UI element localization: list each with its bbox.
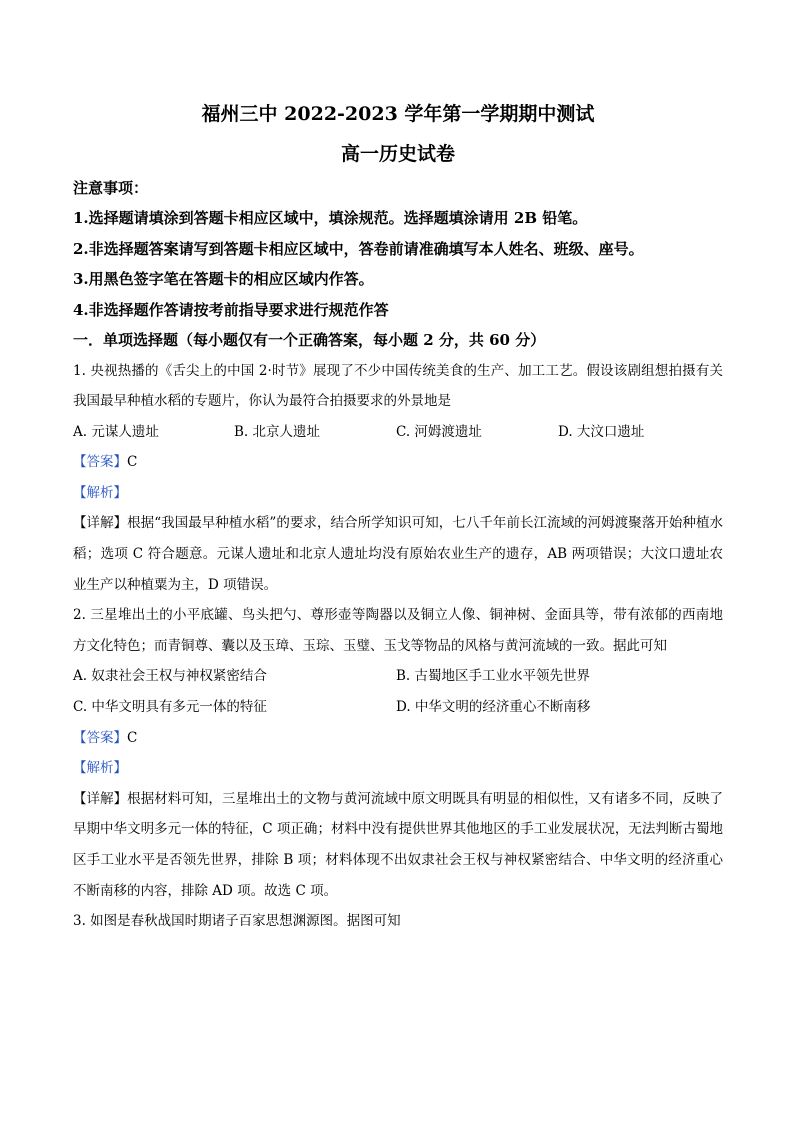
detail-tag: 【详解】 [73, 790, 128, 807]
question-1 [73, 356, 723, 601]
option-a: A. 元谋人遗址 [73, 423, 159, 440]
detail-text: 根据“我国最早种植水稻”的要求，结合所学知识可知，七八千年前长江流域的河姆渡聚落开始种植水稻；选项 C 符合题意。元谋人遗址和北京人遗址均没有原始农业生产的遗存，AB 两项错误；大汶口遗址农业生产以种植粟为主，D 项错误。 [73, 515, 723, 593]
answer-tag: 【答案】 [73, 729, 127, 746]
section-heading: 一．单项选择题（每小题仅有一个正确答案，每小题 2 分，共 60 分） [73, 331, 546, 349]
answer-value: C [127, 454, 138, 471]
notice-item: 4.非选择题作答请按考前指导要求进行规范作答 [73, 300, 389, 319]
question-stem: 1. 央视热播的《舌尖上的中国 2·时节》展现了不少中国传统美食的生产、加工工艺。假设该剧组想拍摄有关我国最早种植水稻的专题片，你认为最符合拍摄要求的外景地是 [73, 362, 723, 410]
notice-item: 3.用黑色签字笔在答题卡的相应区域内作答。 [73, 270, 374, 288]
notice-item: 1.选择题请填涂到答题卡相应区域中，填涂规范。选择题填涂请用 2B 铅笔。 [73, 209, 588, 227]
detail-paragraph [73, 508, 723, 600]
answer-line [73, 447, 723, 478]
question-stem: 2. 三星堆出土的小平底罐、鸟头把勺、尊形壶等陶器以及铜立人像、铜神树、金面具等，带有浓郁的西南地方文化特色；而青铜尊、囊以及玉璋、玉琮、玉璧、玉戈等物品的风格与黄河流域的一致。据此可知 [73, 607, 723, 654]
notice-section [73, 173, 723, 325]
option-b: B. 北京人遗址 [234, 423, 321, 440]
notice-heading: 注意事项： [73, 179, 149, 197]
option-d: D. 中华文明的经济重心不断南移 [396, 699, 591, 716]
exam-subtitle: 高一历史试卷 [340, 143, 455, 165]
options-row [73, 417, 723, 448]
option-b: B. 古蜀地区手工业水平领先世界 [396, 668, 591, 685]
option-c: C. 河姆渡遗址 [396, 423, 482, 440]
option-a: A. 奴隶社会王权与神权紧密结合 [73, 668, 267, 685]
question-stem: 3. 如图是春秋战国时期诸子百家思想渊源图。据图可知 [73, 913, 401, 930]
options-row [73, 692, 723, 723]
detail-tag: 【详解】 [73, 515, 128, 532]
option-c: C. 中华文明具有多元一体的特征 [73, 699, 267, 716]
answer-line [73, 723, 723, 754]
detail-paragraph [73, 784, 723, 906]
detail-text: 根据材料可知，三星堆出土的文物与黄河流域中原文明既具有明显的相似性，又有诸多不同，反映了早期中华文明多元一体的特征，C 项正确；材料中没有提供世界其他地区的手工业发展状况，无法判断古蜀地区手工业水平是否领先世界，排除 B 项；材料体现不出奴隶社会王权与神权紧密结合、中华文明的经济重心不断南移的内容，排除 AD 项。故选 C 项。 [73, 790, 724, 899]
analysis-line [73, 478, 723, 509]
question-2 [73, 600, 723, 906]
exam-page [73, 100, 723, 937]
exam-title: 福州三中 2022-2023 学年第一学期期中测试 [201, 103, 595, 125]
analysis-line [73, 753, 723, 784]
answer-tag: 【答案】 [73, 454, 127, 471]
analysis-tag: 【解析】 [73, 484, 127, 501]
answer-value: C [127, 729, 138, 746]
option-d: D. 大汶口遗址 [558, 423, 645, 440]
notice-item: 2.非选择题答案请写到答题卡相应区域中，答卷前请准确填写本人姓名、班级、座号。 [73, 239, 644, 258]
analysis-tag: 【解析】 [73, 760, 127, 777]
question-3 [73, 906, 723, 937]
options-row [73, 661, 723, 692]
